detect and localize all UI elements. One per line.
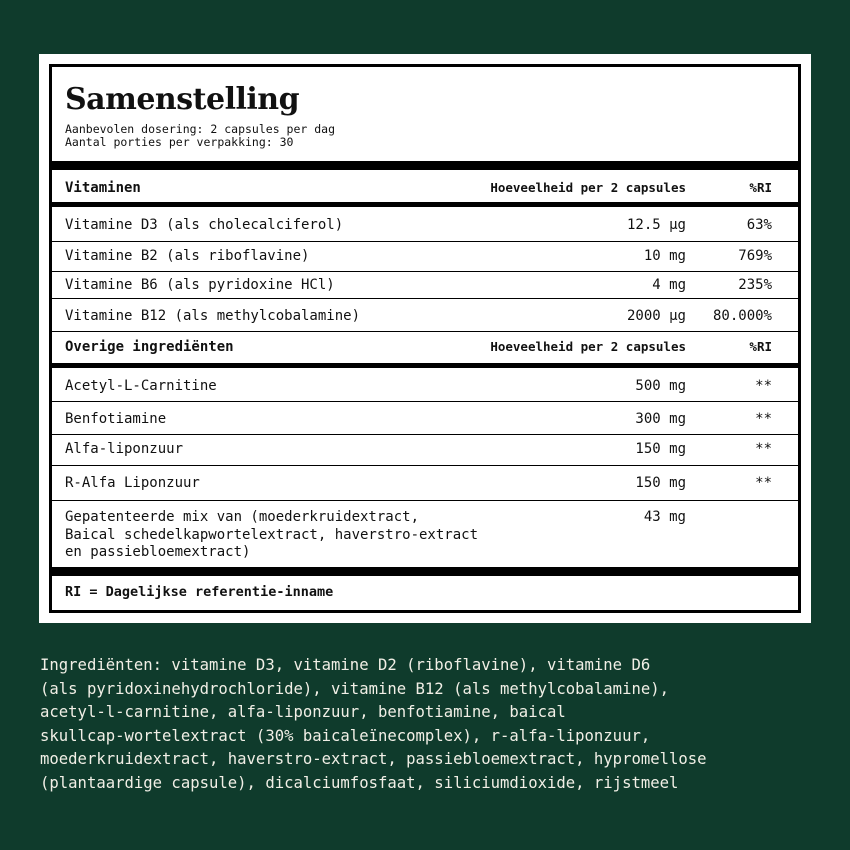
nutrient-amount: 10 mg <box>643 248 686 264</box>
ingredient-name: Benfotiamine <box>65 411 167 427</box>
divider-mid <box>52 202 798 207</box>
ingredients-line: acetyl-l-carnitine, alfa-liponzuur, benfotiamine, baical <box>40 703 566 721</box>
panel-border <box>49 64 801 613</box>
divider-thin <box>52 271 798 272</box>
nutrient-amount: 4 mg <box>652 277 686 293</box>
ingredient-amount: 300 mg <box>635 411 686 427</box>
divider-thin <box>52 434 798 435</box>
ingredients-line: moederkruidextract, haverstro-extract, passiebloemextract, hypromellose <box>40 750 707 768</box>
nutrient-ri: 63% <box>746 217 772 233</box>
ingredients-text <box>40 654 830 795</box>
ingredient-name: Alfa-liponzuur <box>65 441 184 457</box>
ingredient-name-line: Baical schedelkapwortelextract, haverstro-extract <box>65 526 479 543</box>
nutrient-name: Vitamine B2 (als riboflavine) <box>65 248 310 264</box>
ingredient-name <box>65 509 478 562</box>
table-row <box>65 509 785 569</box>
ri-column-header: %RI <box>749 339 772 354</box>
ingredient-ri: ** <box>755 378 772 394</box>
ri-column-header: %RI <box>749 180 772 195</box>
table-row <box>65 277 785 297</box>
amount-column-header: Hoeveelheid per 2 capsules <box>490 339 686 354</box>
portions-text: Aantal porties per verpakking: 30 <box>65 135 294 149</box>
ingredients-line: skullcap-wortelextract (30% baicaleïnecomplex), r-alfa-liponzuur, <box>40 726 651 745</box>
nutrition-panel <box>39 54 811 623</box>
ingredient-name-line: Gepatenteerde mix van (moederkruidextract, <box>65 509 420 525</box>
dosage-text: Aanbevolen dosering: 2 capsules per dag <box>65 122 336 136</box>
amount-column-header: Hoeveelheid per 2 capsules <box>490 180 686 195</box>
vitamins-heading: Vitaminen <box>65 180 141 196</box>
divider-thin <box>52 241 798 242</box>
footnote: RI = Dagelijkse referentie-inname <box>65 584 334 600</box>
other-header <box>65 339 785 359</box>
table-row <box>65 308 785 328</box>
table-row <box>65 248 785 268</box>
nutrient-ri: 80.000% <box>712 308 772 324</box>
ingredient-ri: ** <box>755 475 772 491</box>
ingredients-line: (als pyridoxinehydrochloride), vitamine B12 (als methylcobalamine), <box>40 679 670 698</box>
divider-mid <box>52 363 798 368</box>
ingredient-amount: 150 mg <box>635 475 686 491</box>
divider-thin <box>52 500 798 501</box>
divider-thick <box>52 567 798 576</box>
other-heading: Overige ingrediënten <box>65 339 234 355</box>
ingredient-amount: 43 mg <box>643 509 686 525</box>
table-row <box>65 217 785 237</box>
divider-thin <box>52 401 798 402</box>
nutrient-amount: 2000 µg <box>626 308 686 324</box>
table-row <box>65 378 785 398</box>
nutrient-name: Vitamine B12 (als methylcobalamine) <box>65 308 361 324</box>
ingredient-amount: 500 mg <box>635 378 686 394</box>
ingredients-line: (plantaardige capsule), dicalciumfosfaat, siliciumdioxide, rijstmeel <box>40 773 679 792</box>
nutrient-ri: 769% <box>738 248 772 264</box>
divider-thin <box>52 465 798 466</box>
table-row <box>65 411 785 431</box>
ingredient-name-line: en passiebloemextract) <box>65 544 251 560</box>
nutrient-ri: 235% <box>738 277 772 293</box>
nutrient-name: Vitamine D3 (als cholecalciferol) <box>65 217 344 233</box>
divider-thin <box>52 298 798 299</box>
ingredient-name: Acetyl-L-Carnitine <box>65 378 217 394</box>
ingredient-amount: 150 mg <box>635 441 686 457</box>
divider-thick <box>52 161 798 170</box>
table-row <box>65 441 785 461</box>
ingredient-name: R-Alfa Liponzuur <box>65 475 200 491</box>
vitamins-header <box>65 180 785 200</box>
ingredient-ri: ** <box>755 441 772 457</box>
panel-title: Samenstelling <box>65 82 300 117</box>
table-row <box>65 475 785 495</box>
nutrient-name: Vitamine B6 (als pyridoxine HCl) <box>65 277 335 293</box>
nutrient-amount: 12.5 µg <box>626 217 686 233</box>
ingredient-ri: ** <box>755 411 772 427</box>
divider-thin <box>52 331 798 332</box>
ingredients-line: Ingrediënten: vitamine D3, vitamine D2 (riboflavine), vitamine D6 <box>40 656 651 674</box>
